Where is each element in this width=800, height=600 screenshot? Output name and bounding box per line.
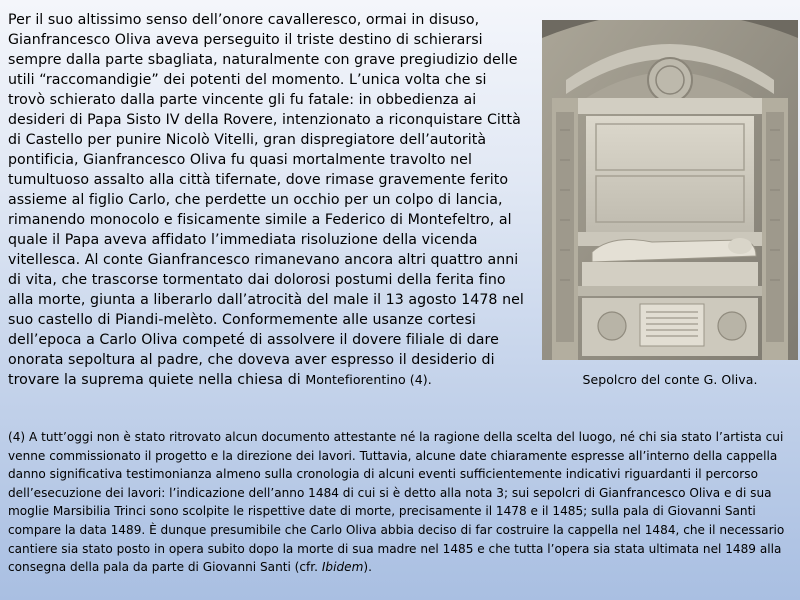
tomb-photo	[542, 20, 798, 360]
main-text-place: Montefiorentino (4).	[305, 372, 432, 387]
tomb-figure	[542, 20, 798, 400]
main-text: Per il suo altissimo senso dell’onore cavalleresco, ormai in disuso, Gianfrancesco Oliva aveva perseguito il triste destino di schierarsi sempre dalla parte sbagliata, naturalmente con grave pregiudizio delle utili “raccomandigie” dei potenti del momento. L’unica volta che si trovò schierato dalla parte vincente gli fu fatale: in obbedienza ai desideri di Papa Sisto IV della Rovere, intenzionato a riconquistare Città di Castello per punire Nicolò Vitelli, gran dispregiatore dell’autorità pontificia, Gianfrancesco Oliva fu quasi mortalmente travolto nel tumultuoso assalto alla città tifernate, dove rimase gravemente ferito assieme al figlio Carlo, che perdette un occhio per un colpo di lancia, rimanendo monocolo e fisicamente simile a Federico di Montefeltro, al quale il Papa aveva affidato l’immediata risoluzione della vicenda vitellesca. Al conte Gianfrancesco rimanevano ancora altri quattro anni di vita, che trascorse tormentato dai dolorosi postumi della ferita fino alla morte, giunta a liberarlo dall’atrocità del male il 13 agosto 1478 nel suo castello di Piandi-melèto. Conformemente alle usanze cortesi dell’epoca a Carlo Oliva competé di assolvere il dovere filiale di dare onorata sepoltura al padre, che doveva aver espresso il desiderio di trovare la suprema quiete nella chiesa di	[8, 12, 524, 388]
footnote-4	[8, 428, 793, 577]
footnote-citation-italic: Ibidem	[321, 560, 364, 575]
main-paragraph	[8, 10, 798, 400]
footnote-text: (4) A tutt’oggi non è stato ritrovato alcun documento attestante né la ragione della scelta del luogo, né chi sia stato l’artista cui venne commissionato il progetto e la direzione dei lavori. Tuttavia, alcune date chiaramente espresse all’interno della cappella danno significativa testimonianza almeno sulla cronologia di alcuni eventi sufficientemente indicativi riguardanti il percorso dell’esecuzione dei lavori: l’indicazione dell’anno 1484 di cui si è detto alla nota 3; sui sepolcri di Gianfrancesco Oliva e di sua moglie Marsibilia Trinci sono scolpite le rispettive date di morte, precisamente il 1478 e il 1485; sulla pala di Giovanni Santi compare la data 1489. È dunque presumibile che Carlo Oliva abbia deciso di far costruire la cappella nel 1484, che il necessario cantiere sia stato posto in opera subito dopo la morte di sua madre nel 1485 e che tutta l’opera sia stata ultimata nel 1489 alla consegna della pala da parte di Giovanni Santi (cfr.	[8, 430, 785, 575]
footnote-text-end: ).	[363, 560, 372, 575]
figure-caption: Sepolcro del conte G. Oliva.	[582, 372, 758, 387]
tomb-illustration	[542, 20, 798, 360]
